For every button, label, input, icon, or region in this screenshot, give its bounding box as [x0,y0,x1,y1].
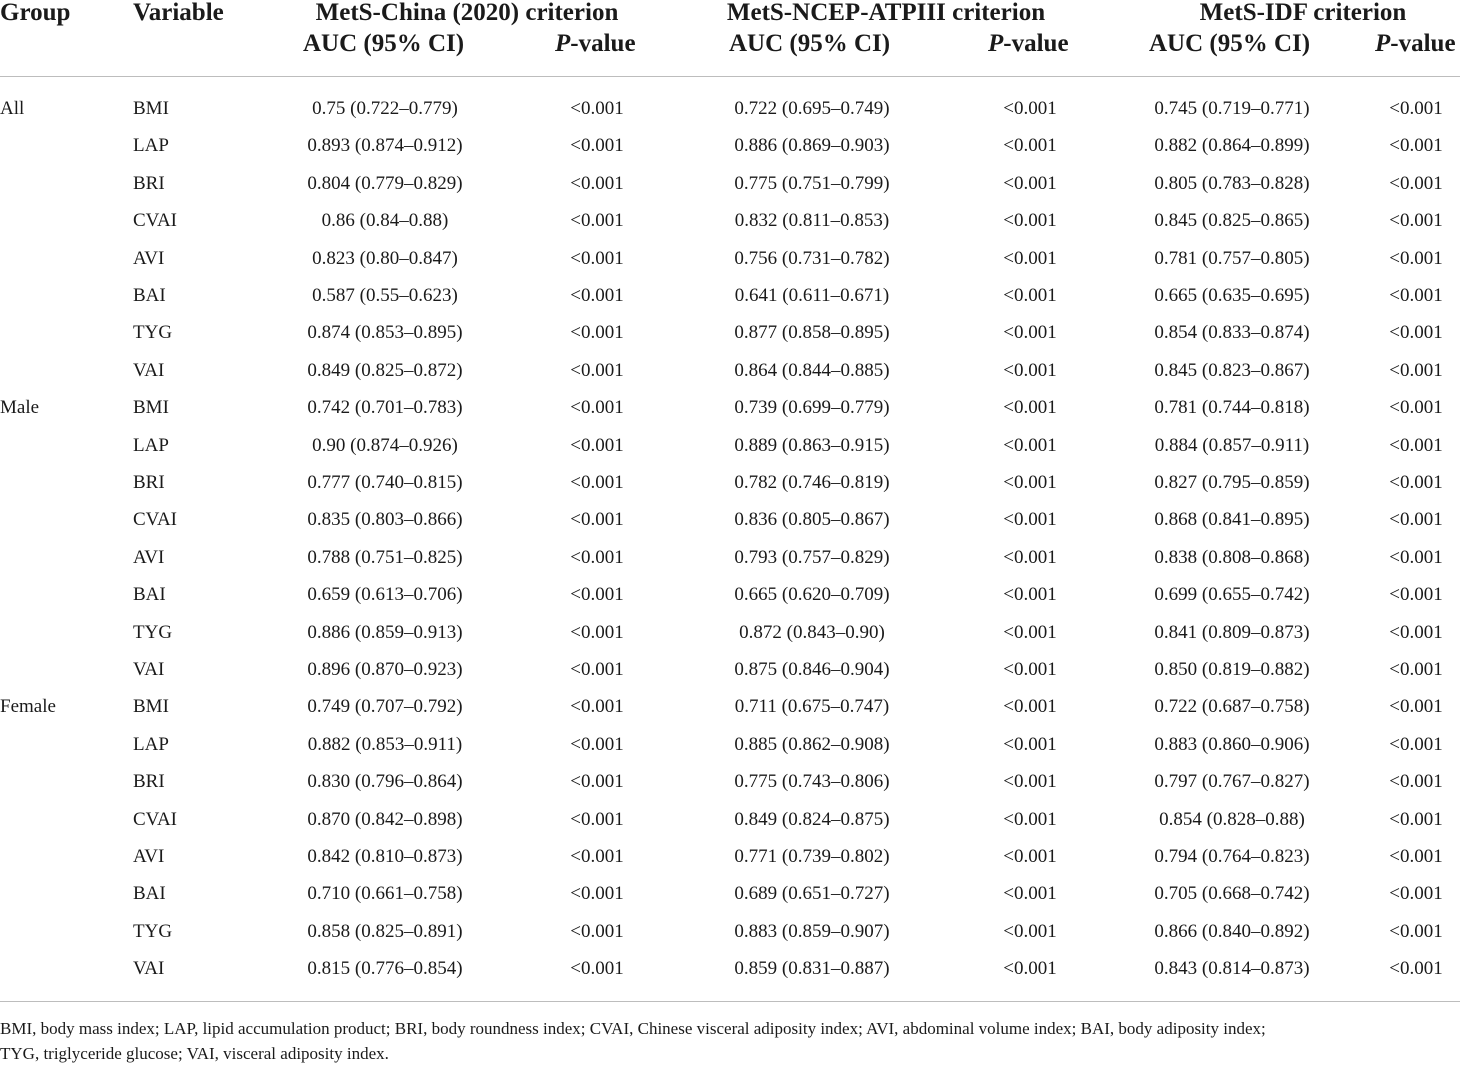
auc-idf-cell: 0.797 (0.767–0.827) [1154,771,1310,793]
auc-idf-cell: 0.845 (0.825–0.865) [1154,210,1310,232]
auc-idf-cell: 0.838 (0.808–0.868) [1154,546,1310,568]
p-ncep-cell: <0.001 [1003,584,1057,606]
auc-idf-cell: 0.883 (0.860–0.906) [1154,733,1310,755]
p-ncep-cell: <0.001 [1003,434,1057,456]
p-china-cell: <0.001 [570,584,624,606]
p-idf-cell: <0.001 [1389,733,1443,755]
table-row [0,883,1460,920]
table-row [0,622,1460,659]
variable-cell: VAI [133,958,165,980]
table-row [0,846,1460,883]
p-idf-cell: <0.001 [1389,584,1443,606]
group-header: Group [0,0,71,26]
table-row [0,98,1460,135]
p-china-cell: <0.001 [570,322,624,344]
p-idf-cell: <0.001 [1389,397,1443,419]
table-row [0,210,1460,247]
auc-idf-cell: 0.850 (0.819–0.882) [1154,659,1310,680]
auc-ncep-cell: 0.665 (0.620–0.709) [734,584,890,606]
auc-idf-cell: 0.866 (0.840–0.892) [1154,920,1310,942]
auc-china-cell: 0.858 (0.825–0.891) [307,920,463,942]
auc-ncep-cell: 0.771 (0.739–0.802) [734,846,890,867]
auc-china-cell: 0.788 (0.751–0.825) [307,546,463,568]
table-row [0,921,1460,958]
header-divider [0,76,1460,77]
table-row [0,322,1460,359]
p-idf-cell: <0.001 [1389,846,1443,867]
auc-idf-cell: 0.665 (0.635–0.695) [1154,285,1310,306]
auc-china-cell: 0.90 (0.874–0.926) [312,434,458,456]
p-ncep-cell: <0.001 [1003,172,1057,194]
p-china-cell: <0.001 [570,883,624,905]
group-cell: All [0,98,25,119]
p-idf-cell: <0.001 [1389,920,1443,942]
variable-cell: TYG [133,621,173,643]
p-idf-cell: <0.001 [1389,771,1443,793]
p-ncep-cell: <0.001 [1003,247,1057,269]
criterion-china-auc-header: AUC (95% CI) [303,30,465,57]
auc-china-cell: 0.893 (0.874–0.912) [307,135,463,157]
p-ncep-cell: <0.001 [1003,285,1057,306]
p-china-cell: <0.001 [570,546,624,568]
auc-idf-cell: 0.745 (0.719–0.771) [1154,98,1310,119]
variable-cell: LAP [133,733,169,755]
p-idf-cell: <0.001 [1389,210,1443,232]
auc-ncep-cell: 0.832 (0.811–0.853) [734,210,890,232]
p-idf-cell: <0.001 [1389,359,1443,381]
variable-cell: BAI [133,285,166,306]
auc-ncep-cell: 0.756 (0.731–0.782) [734,247,890,269]
p-china-cell: <0.001 [570,958,624,980]
auc-china-cell: 0.710 (0.661–0.758) [307,883,463,905]
p-ncep-cell: <0.001 [1003,621,1057,643]
p-idf-cell: <0.001 [1389,546,1443,568]
auc-ncep-cell: 0.775 (0.751–0.799) [734,172,890,194]
p-ncep-cell: <0.001 [1003,733,1057,755]
table-row [0,397,1460,434]
p-ncep-cell: <0.001 [1003,472,1057,493]
auc-china-cell: 0.587 (0.55–0.623) [312,285,458,306]
auc-china-cell: 0.742 (0.701–0.783) [307,397,463,419]
variable-cell: LAP [133,135,169,157]
table-row [0,771,1460,808]
table-row [0,248,1460,285]
auc-ncep-cell: 0.689 (0.651–0.727) [734,883,890,905]
variable-cell: LAP [133,434,169,456]
table-row [0,958,1460,995]
variable-cell: CVAI [133,808,177,830]
criterion-idf-auc-header: AUC (95% CI) [1149,30,1311,57]
criterion-idf-p-header: P-value [1375,30,1456,57]
p-idf-cell: <0.001 [1389,958,1443,980]
auc-china-cell: 0.835 (0.803–0.866) [307,509,463,531]
auc-china-cell: 0.842 (0.810–0.873) [307,846,463,867]
footnote-line-2: TYG, triglyceride glucose; VAI, visceral adiposity index. [0,1044,389,1063]
footnote-line-1: BMI, body mass index; LAP, lipid accumulation product; BRI, body roundness index; CVAI, Chinese visceral adiposity index; AVI, abdominal volume index; BAI, body adiposity index; [0,1019,1266,1038]
criterion-ncep-auc-header: AUC (95% CI) [729,30,891,57]
p-china-cell: <0.001 [570,659,624,680]
p-china-cell: <0.001 [570,247,624,269]
variable-cell: BMI [133,397,169,419]
variable-cell: BMI [133,98,169,119]
auc-china-cell: 0.886 (0.859–0.913) [307,621,463,643]
p-china-cell: <0.001 [570,397,624,419]
auc-idf-cell: 0.868 (0.841–0.895) [1154,509,1310,531]
auc-china-cell: 0.749 (0.707–0.792) [307,696,463,718]
auc-ncep-cell: 0.793 (0.757–0.829) [734,546,890,568]
criterion-ncep-p-header: P-value [988,30,1069,57]
p-china-cell: <0.001 [570,210,624,232]
p-ncep-cell: <0.001 [1003,696,1057,718]
auc-idf-cell: 0.882 (0.864–0.899) [1154,135,1310,157]
auc-china-cell: 0.75 (0.722–0.779) [312,98,458,119]
auc-china-cell: 0.815 (0.776–0.854) [307,958,463,980]
table-row [0,547,1460,584]
auc-ncep-cell: 0.711 (0.675–0.747) [734,696,890,718]
p-idf-cell: <0.001 [1389,883,1443,905]
auc-ncep-cell: 0.782 (0.746–0.819) [734,472,890,493]
auc-idf-cell: 0.722 (0.687–0.758) [1154,696,1310,718]
table-row [0,584,1460,621]
auc-idf-cell: 0.805 (0.783–0.828) [1154,172,1310,194]
variable-cell: BMI [133,696,169,718]
p-china-cell: <0.001 [570,509,624,531]
auc-idf-cell: 0.781 (0.744–0.818) [1154,397,1310,419]
p-idf-cell: <0.001 [1389,172,1443,194]
p-china-cell: <0.001 [570,846,624,867]
table-footnote [0,1016,1460,1066]
p-ncep-cell: <0.001 [1003,920,1057,942]
auc-ncep-cell: 0.722 (0.695–0.749) [734,98,890,119]
table-row [0,472,1460,509]
table-row [0,509,1460,546]
auc-ncep-cell: 0.872 (0.843–0.90) [739,621,885,643]
variable-cell: VAI [133,659,165,680]
variable-header: Variable [133,0,224,26]
p-idf-cell: <0.001 [1389,247,1443,269]
auc-idf-cell: 0.843 (0.814–0.873) [1154,958,1310,980]
p-idf-cell: <0.001 [1389,98,1443,119]
auc-china-cell: 0.882 (0.853–0.911) [307,733,463,755]
auc-idf-cell: 0.845 (0.823–0.867) [1154,359,1310,381]
auc-ncep-cell: 0.849 (0.824–0.875) [734,808,890,830]
p-ncep-cell: <0.001 [1003,509,1057,531]
p-ncep-cell: <0.001 [1003,210,1057,232]
auc-ncep-cell: 0.775 (0.743–0.806) [734,771,890,793]
p-ncep-cell: <0.001 [1003,135,1057,157]
auc-china-cell: 0.659 (0.613–0.706) [307,584,463,606]
auc-ncep-cell: 0.885 (0.862–0.908) [734,733,890,755]
criterion-china-p-header: P-value [555,30,636,57]
p-ncep-cell: <0.001 [1003,397,1057,419]
auc-ncep-cell: 0.641 (0.611–0.671) [734,285,890,306]
p-ncep-cell: <0.001 [1003,322,1057,344]
p-idf-cell: <0.001 [1389,621,1443,643]
auc-ncep-cell: 0.886 (0.869–0.903) [734,135,890,157]
table-row [0,285,1460,322]
p-china-cell: <0.001 [570,285,624,306]
p-ncep-cell: <0.001 [1003,846,1057,867]
p-china-cell: <0.001 [570,920,624,942]
variable-cell: TYG [133,920,173,942]
auc-china-cell: 0.849 (0.825–0.872) [307,359,463,381]
variable-cell: TYG [133,322,173,344]
auc-idf-cell: 0.884 (0.857–0.911) [1154,434,1310,456]
auc-china-cell: 0.874 (0.853–0.895) [307,322,463,344]
auc-ncep-cell: 0.883 (0.859–0.907) [734,920,890,942]
p-idf-cell: <0.001 [1389,696,1443,718]
variable-cell: BRI [133,172,165,194]
p-china-cell: <0.001 [570,621,624,643]
variable-cell: AVI [133,546,165,568]
table-row [0,734,1460,771]
p-idf-cell: <0.001 [1389,434,1443,456]
p-idf-cell: <0.001 [1389,322,1443,344]
table-row [0,659,1460,696]
p-ncep-cell: <0.001 [1003,359,1057,381]
variable-cell: BRI [133,771,165,793]
variable-cell: AVI [133,247,165,269]
p-idf-cell: <0.001 [1389,285,1443,306]
auc-idf-cell: 0.699 (0.655–0.742) [1154,584,1310,606]
p-ncep-cell: <0.001 [1003,808,1057,830]
auc-china-cell: 0.804 (0.779–0.829) [307,172,463,194]
auc-idf-cell: 0.841 (0.809–0.873) [1154,621,1310,643]
table-row [0,135,1460,172]
auc-idf-cell: 0.854 (0.828–0.88) [1159,808,1305,830]
criterion-china-title: MetS-China (2020) criterion [315,0,619,26]
auc-ncep-cell: 0.864 (0.844–0.885) [734,359,890,381]
auc-idf-cell: 0.781 (0.757–0.805) [1154,247,1310,269]
variable-cell: VAI [133,359,165,381]
auc-idf-cell: 0.794 (0.764–0.823) [1154,846,1310,867]
variable-cell: BAI [133,584,166,606]
p-china-cell: <0.001 [570,472,624,493]
p-china-cell: <0.001 [570,696,624,718]
p-china-cell: <0.001 [570,808,624,830]
auc-china-cell: 0.896 (0.870–0.923) [307,659,463,680]
criterion-ncep-title: MetS-NCEP-ATPIII criterion [726,0,1046,26]
auc-ncep-cell: 0.836 (0.805–0.867) [734,509,890,531]
table-row [0,360,1460,397]
criterion-idf-title: MetS-IDF criterion [1199,0,1407,26]
auc-idf-cell: 0.705 (0.668–0.742) [1154,883,1310,905]
auc-china-cell: 0.777 (0.740–0.815) [307,472,463,493]
table-bottom-divider [0,1001,1460,1002]
auc-ncep-cell: 0.889 (0.863–0.915) [734,434,890,456]
p-ncep-cell: <0.001 [1003,883,1057,905]
p-idf-cell: <0.001 [1389,659,1443,680]
table-row [0,696,1460,733]
auc-china-cell: 0.823 (0.80–0.847) [312,247,458,269]
variable-cell: BRI [133,472,165,493]
auc-idf-cell: 0.854 (0.833–0.874) [1154,322,1310,344]
auc-idf-cell: 0.827 (0.795–0.859) [1154,472,1310,493]
variable-cell: BAI [133,883,166,905]
group-cell: Female [0,696,56,718]
p-china-cell: <0.001 [570,172,624,194]
auc-ncep-cell: 0.859 (0.831–0.887) [734,958,890,980]
variable-cell: CVAI [133,509,177,531]
p-china-cell: <0.001 [570,771,624,793]
auc-china-cell: 0.86 (0.84–0.88) [321,210,449,232]
p-idf-cell: <0.001 [1389,808,1443,830]
p-idf-cell: <0.001 [1389,472,1443,493]
p-ncep-cell: <0.001 [1003,546,1057,568]
p-china-cell: <0.001 [570,359,624,381]
auc-ncep-cell: 0.739 (0.699–0.779) [734,397,890,419]
auc-china-cell: 0.830 (0.796–0.864) [307,771,463,793]
p-idf-cell: <0.001 [1389,135,1443,157]
auc-ncep-cell: 0.877 (0.858–0.895) [734,322,890,344]
p-ncep-cell: <0.001 [1003,98,1057,119]
auc-china-cell: 0.870 (0.842–0.898) [307,808,463,830]
p-china-cell: <0.001 [570,434,624,456]
table-row [0,809,1460,846]
p-ncep-cell: <0.001 [1003,771,1057,793]
p-idf-cell: <0.001 [1389,509,1443,531]
table-row [0,173,1460,210]
auc-ncep-cell: 0.875 (0.846–0.904) [734,659,890,680]
group-cell: Male [0,397,40,419]
p-ncep-cell: <0.001 [1003,958,1057,980]
variable-cell: CVAI [133,210,177,232]
p-ncep-cell: <0.001 [1003,659,1057,680]
variable-cell: AVI [133,846,165,867]
p-china-cell: <0.001 [570,733,624,755]
table-row [0,435,1460,472]
p-china-cell: <0.001 [570,98,624,119]
p-china-cell: <0.001 [570,135,624,157]
